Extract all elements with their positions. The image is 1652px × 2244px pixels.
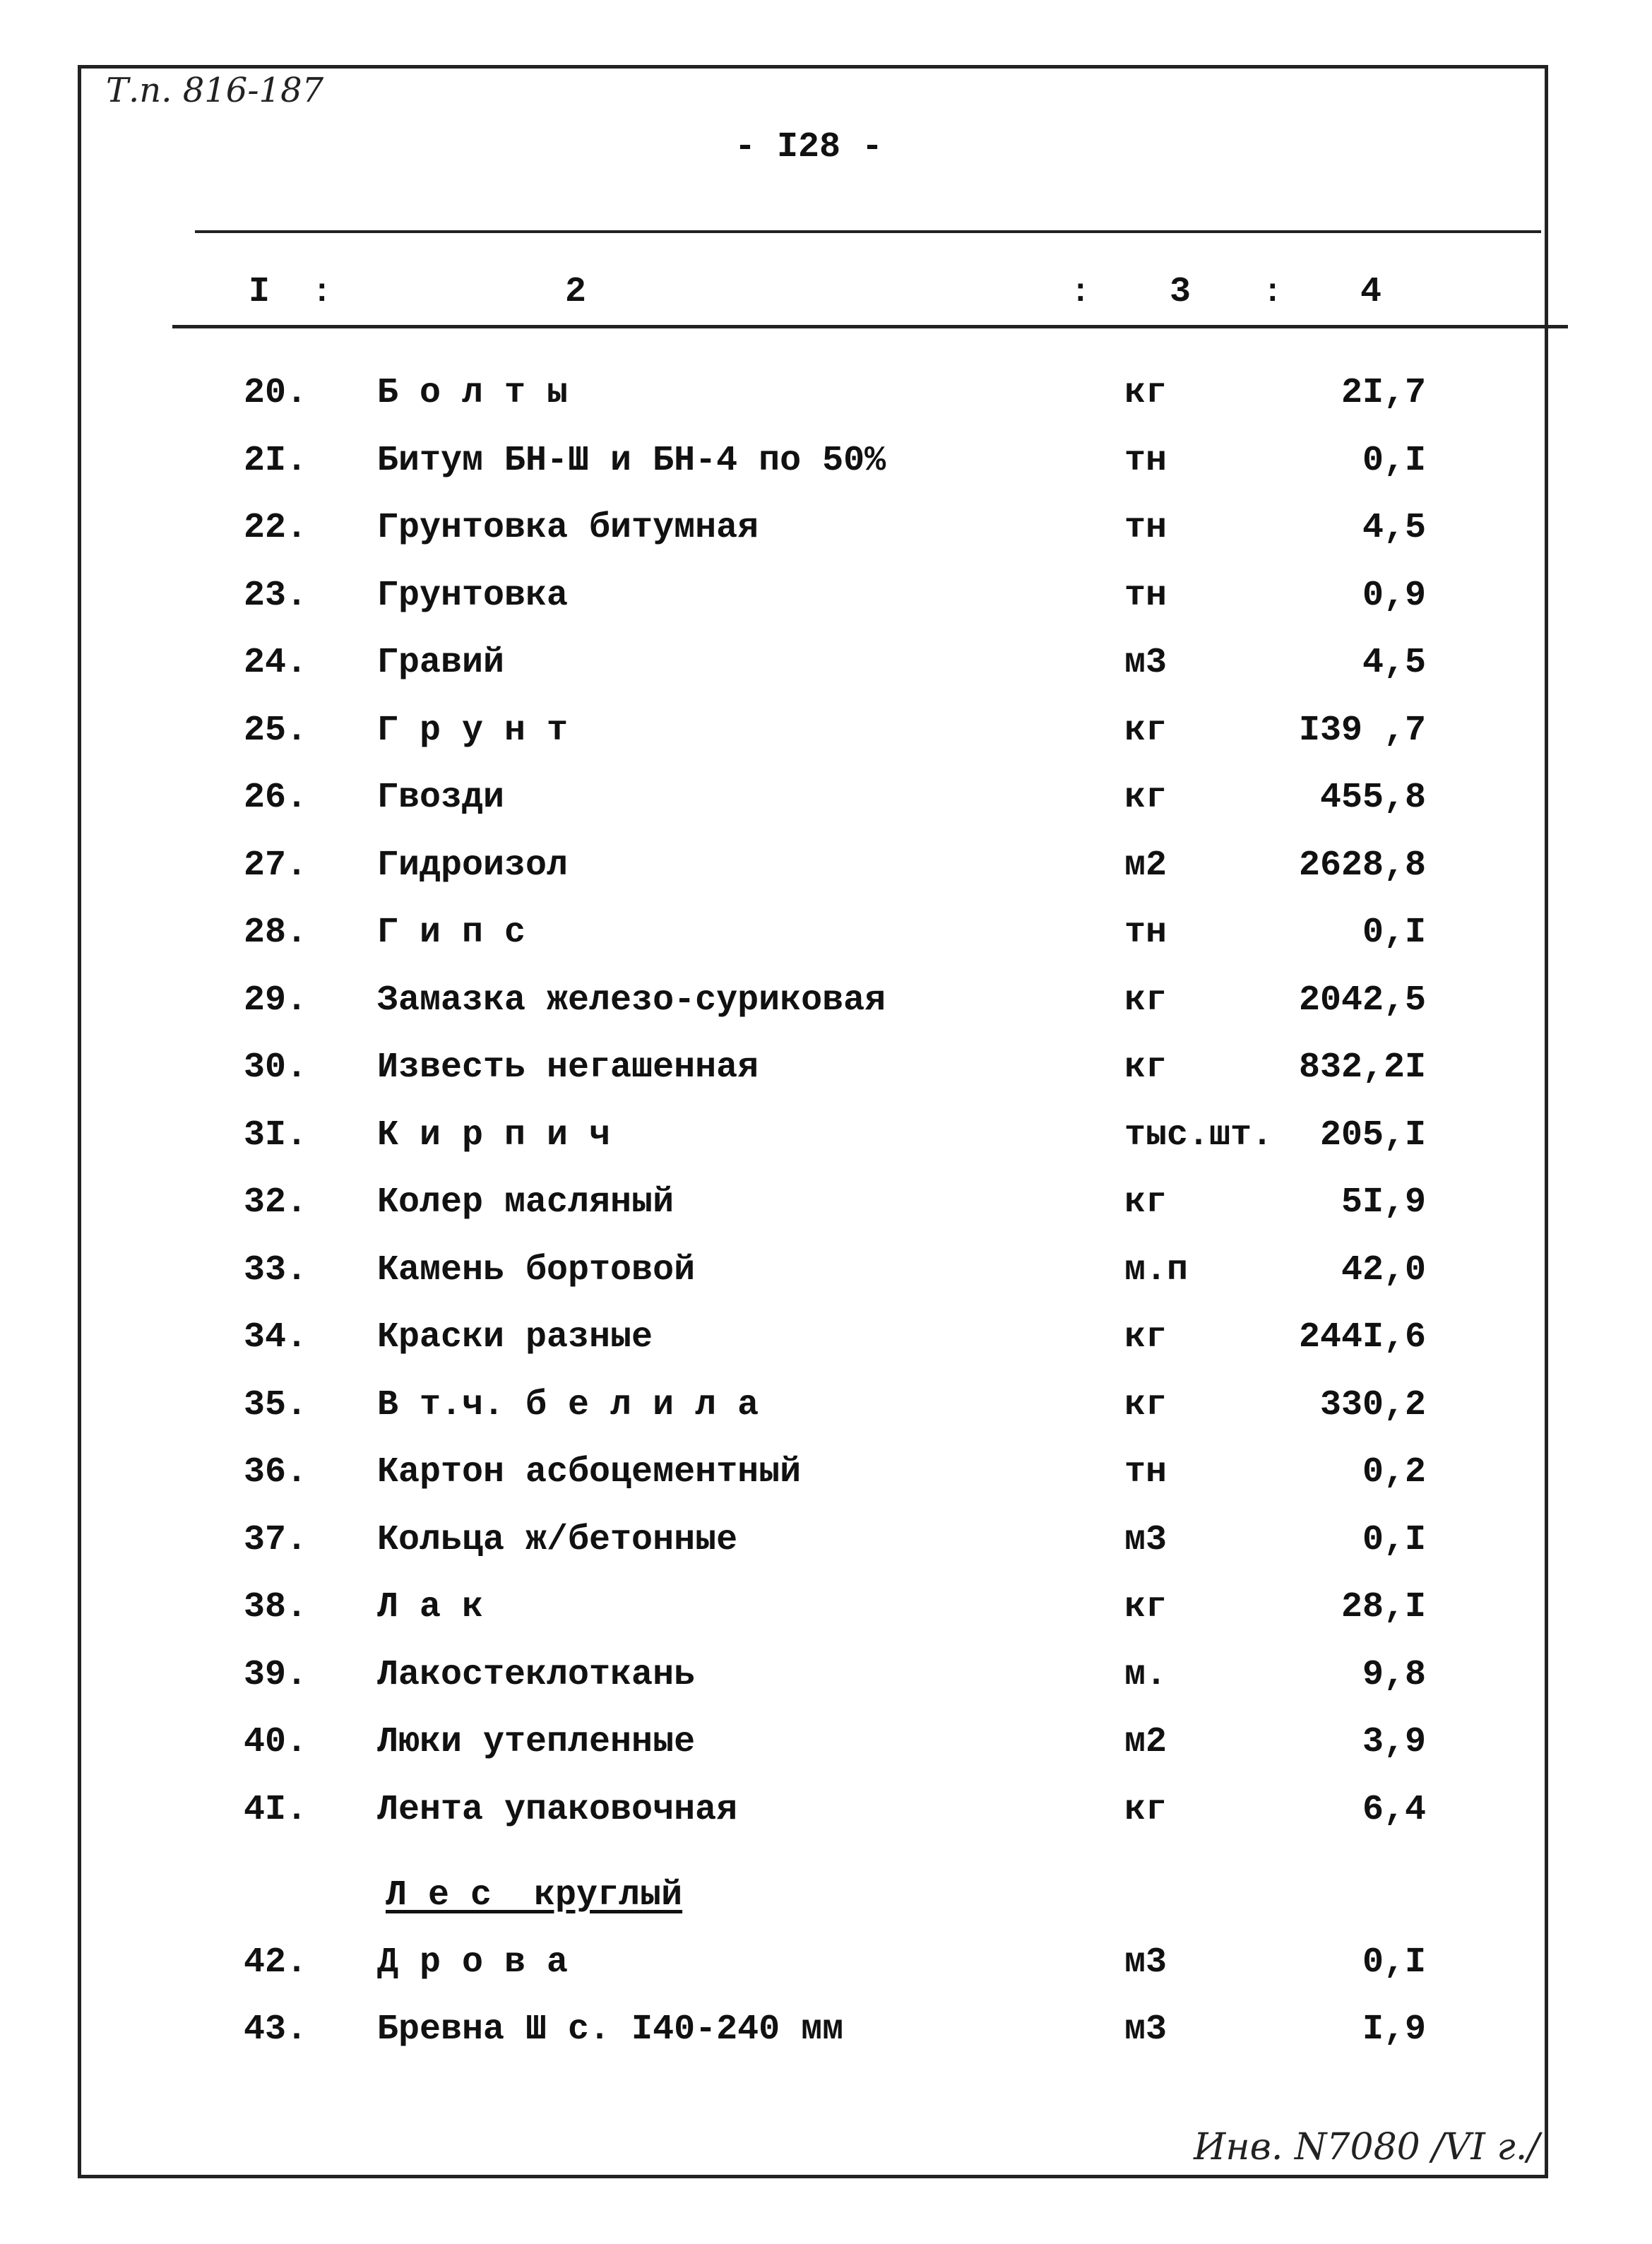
table-row (0, 2009, 1652, 2073)
item-unit: кг (1124, 980, 1167, 1021)
row-number: 30. (244, 1047, 308, 1088)
item-quantity: 2628,8 (1298, 845, 1426, 886)
item-quantity: 244I,6 (1298, 1317, 1426, 1358)
row-number: 20. (244, 373, 308, 413)
row-number: 37. (244, 1519, 308, 1560)
item-name: Колер масляный (377, 1182, 675, 1223)
item-quantity: I39 ,7 (1298, 710, 1426, 751)
column-header-4: 4 (1360, 272, 1382, 312)
row-number: 34. (244, 1317, 308, 1358)
item-quantity: 4,5 (1362, 643, 1426, 683)
item-quantity: 832,2I (1298, 1047, 1426, 1088)
row-number: 29. (244, 980, 308, 1021)
item-quantity: 9,8 (1362, 1654, 1426, 1695)
item-unit: тн (1124, 1452, 1167, 1492)
table-row (0, 1250, 1652, 1314)
item-name: Камень бортовой (377, 1249, 696, 1290)
table-row (0, 1047, 1652, 1111)
item-unit: м3 (1124, 1942, 1167, 1983)
row-number: 32. (244, 1182, 308, 1223)
item-unit: тн (1124, 575, 1167, 616)
item-unit: м3 (1124, 2009, 1167, 2050)
document-code: Т.п. 816-187 (106, 71, 324, 110)
table-row (0, 441, 1652, 504)
row-number: 39. (244, 1654, 308, 1695)
inventory-stamp: Инв. N7080 /VI г./ (1194, 2126, 1540, 2168)
row-number: 2I. (244, 440, 308, 481)
row-number: 42. (244, 1942, 308, 1983)
row-number: 43. (244, 2009, 308, 2050)
item-name: В т.ч. б е л и л а (377, 1384, 759, 1425)
table-row (0, 845, 1652, 909)
table-row (0, 1452, 1652, 1516)
table-row (0, 980, 1652, 1044)
row-number: 26. (244, 778, 308, 818)
column-separator: : (1263, 274, 1283, 311)
table-row (0, 1385, 1652, 1449)
item-unit: кг (1124, 1047, 1167, 1088)
item-quantity: 0,I (1362, 1519, 1426, 1560)
item-quantity: 0,I (1362, 1942, 1426, 1983)
item-unit: тн (1124, 508, 1167, 548)
row-number: 24. (244, 643, 308, 683)
item-quantity: 6,4 (1362, 1789, 1426, 1830)
row-number: 27. (244, 845, 308, 886)
item-quantity: 4,5 (1362, 508, 1426, 548)
item-name: Замазка железо-суриковая (377, 980, 886, 1021)
item-unit: м2 (1124, 1722, 1167, 1762)
row-number: 3I. (244, 1115, 308, 1156)
row-number: 23. (244, 575, 308, 616)
table-row (0, 1115, 1652, 1179)
item-name: Лента упаковочная (377, 1789, 738, 1830)
page-number: - I28 - (735, 127, 884, 167)
item-quantity: 0,2 (1362, 1452, 1426, 1492)
column-separator: : (1071, 274, 1091, 311)
item-unit: тн (1124, 913, 1167, 953)
table-row (0, 1790, 1652, 1853)
item-name: Грунтовка (377, 575, 569, 616)
item-name: Г р у н т (377, 710, 569, 751)
item-name: Лакостеклоткань (377, 1654, 696, 1695)
item-quantity: 2I,7 (1341, 373, 1426, 413)
column-header-3: 3 (1170, 272, 1192, 312)
table-row (0, 778, 1652, 841)
table-row (0, 1520, 1652, 1584)
item-name: Г и п с (377, 913, 526, 953)
item-unit: м.п (1124, 1249, 1189, 1290)
item-name: Известь негашенная (377, 1047, 759, 1088)
item-quantity: 3,9 (1362, 1722, 1426, 1762)
item-name: К и р п и ч (377, 1115, 611, 1156)
item-unit: тн (1124, 440, 1167, 481)
item-unit: кг (1124, 778, 1167, 818)
item-name: Картон асбоцементный (377, 1452, 802, 1492)
table-row (0, 508, 1652, 571)
item-name: Гвозди (377, 778, 505, 818)
item-name: Гравий (377, 643, 505, 683)
table-row (0, 643, 1652, 706)
item-name: Бревна Ш с. I40-240 мм (377, 2009, 844, 2050)
table-row (0, 576, 1652, 639)
table-top-rule (195, 230, 1541, 233)
item-name: Л а к (377, 1587, 484, 1627)
table-row (0, 711, 1652, 774)
row-number: 35. (244, 1384, 308, 1425)
item-quantity: 28,I (1341, 1587, 1426, 1627)
table-header-rule (172, 325, 1568, 328)
row-number: 25. (244, 710, 308, 751)
column-header-2: 2 (565, 272, 587, 312)
item-name: Грунтовка битумная (377, 508, 759, 548)
row-number: 40. (244, 1722, 308, 1762)
table-row (0, 1722, 1652, 1786)
item-quantity: 330,2 (1319, 1384, 1426, 1425)
item-unit: кг (1124, 1317, 1167, 1358)
item-quantity: I,9 (1362, 2009, 1426, 2050)
item-quantity: 0,I (1362, 913, 1426, 953)
item-unit: м2 (1124, 845, 1167, 886)
item-unit: кг (1124, 1587, 1167, 1627)
item-unit: кг (1124, 373, 1167, 413)
table-row (0, 1182, 1652, 1246)
row-number: 28. (244, 913, 308, 953)
table-row (0, 373, 1652, 437)
item-name: Битум БН-Ш и БН-4 по 50% (377, 440, 886, 481)
item-quantity: 455,8 (1319, 778, 1426, 818)
row-number: 38. (244, 1587, 308, 1627)
item-quantity: 0,9 (1362, 575, 1426, 616)
row-number: 33. (244, 1249, 308, 1290)
item-unit: кг (1124, 1789, 1167, 1830)
item-unit: кг (1124, 710, 1167, 751)
section-subheading: Л е с круглый (386, 1875, 683, 1916)
item-unit: кг (1124, 1384, 1167, 1425)
item-name: Краски разные (377, 1317, 653, 1358)
item-unit: тыс.шт. (1124, 1115, 1273, 1156)
table-row (0, 1317, 1652, 1381)
item-unit: кг (1124, 1182, 1167, 1223)
table-row (0, 1587, 1652, 1651)
item-unit: м. (1124, 1654, 1167, 1695)
item-quantity: 205,I (1319, 1115, 1426, 1156)
column-separator: : (312, 274, 332, 311)
table-row (0, 1655, 1652, 1718)
item-quantity: 42,0 (1341, 1249, 1426, 1290)
item-name: Люки утепленные (377, 1722, 696, 1762)
column-header-1: I (249, 272, 271, 312)
item-unit: м3 (1124, 643, 1167, 683)
item-name: Б о л т ы (377, 373, 569, 413)
item-name: Кольца ж/бетонные (377, 1519, 738, 1560)
row-number: 36. (244, 1452, 308, 1492)
row-number: 22. (244, 508, 308, 548)
item-name: Гидроизол (377, 845, 569, 886)
table-row (0, 913, 1652, 976)
item-name: Д р о в а (377, 1942, 569, 1983)
item-quantity: 5I,9 (1341, 1182, 1426, 1223)
row-number: 4I. (244, 1789, 308, 1830)
item-quantity: 2042,5 (1298, 980, 1426, 1021)
table-row (0, 1942, 1652, 2006)
item-unit: м3 (1124, 1519, 1167, 1560)
item-quantity: 0,I (1362, 440, 1426, 481)
